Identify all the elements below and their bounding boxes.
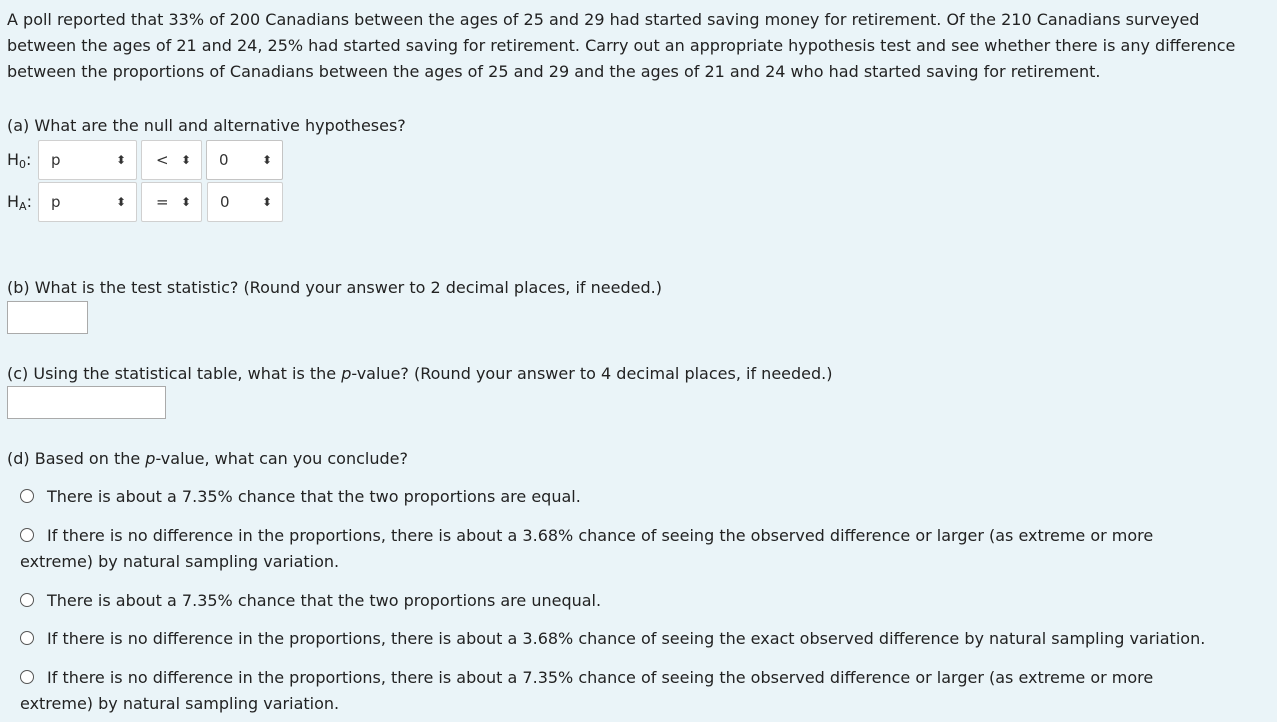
- radio-unchecked-icon[interactable]: [20, 528, 34, 542]
- h0-value-select[interactable]: [206, 140, 283, 180]
- ha-label: $H_A$:: [7, 192, 32, 213]
- test-statistic-input[interactable]: [7, 301, 88, 334]
- updown-arrow-icon: ⬍: [115, 195, 126, 209]
- question-intro: A poll reported that 33% of 200 Canadians between the ages of 25 and 29 had started saving money for retirement. Of the 210 Canadians surveyed between the ages of 21 and 24, 25% had started saving for retirement. Carry out an appropriate hypothesis test and see whether there is any difference between the proportions of Canadians between the ages of 25 and 29 and the ages of 21 and 24 who had started saving for retirement.: [7, 10, 1236, 81]
- part-b-prompt: (b) What is the test statistic? (Round your answer to 2 decimal places, if needed.): [7, 278, 662, 297]
- conclusion-option-4[interactable]: If there is no difference in the proportions, there is about a 3.68% chance of seeing the exact observed difference by natural sampling variation.: [20, 626, 1220, 652]
- updown-arrow-icon: ⬍: [180, 195, 191, 209]
- ha-param-select[interactable]: [38, 182, 137, 222]
- radio-unchecked-icon[interactable]: [20, 489, 34, 503]
- part-a-prompt: (a) What are the null and alternative hypotheses?: [7, 116, 406, 135]
- ha-param-value: p: [51, 193, 61, 211]
- ha-value-select[interactable]: [207, 182, 283, 222]
- h0-operator-select[interactable]: [141, 140, 202, 180]
- h0-param-select[interactable]: [38, 140, 137, 180]
- ha-operator-value: =: [156, 193, 169, 211]
- h0-param-value: p: [51, 151, 61, 169]
- updown-arrow-icon: ⬍: [261, 195, 272, 209]
- updown-arrow-icon: ⬍: [115, 153, 126, 167]
- conclusion-option-3[interactable]: There is about a 7.35% chance that the two proportions are unequal.: [20, 588, 1220, 614]
- updown-arrow-icon: ⬍: [180, 153, 191, 167]
- h0-operator-value: <: [156, 151, 169, 169]
- ha-operator-select[interactable]: [141, 182, 202, 222]
- part-d-prompt: (d) Based on the p-value, what can you conclude?: [7, 449, 408, 468]
- radio-unchecked-icon[interactable]: [20, 593, 34, 607]
- h0-value-value: 0: [219, 151, 229, 169]
- part-c-prompt: (c) Using the statistical table, what is the p-value? (Round your answer to 4 decimal places, if needed.): [7, 364, 833, 383]
- conclusion-option-5[interactable]: If there is no difference in the proportions, there is about a 7.35% chance of seeing the observed difference or larger (as extreme or more extreme) by natural sampling variation.: [20, 668, 1154, 713]
- conclusion-option-1[interactable]: There is about a 7.35% chance that the two proportions are equal.: [20, 484, 1220, 510]
- right-edge: [1277, 0, 1285, 722]
- p-value-input[interactable]: [7, 386, 166, 419]
- radio-unchecked-icon[interactable]: [20, 670, 34, 684]
- conclusion-option-2[interactable]: If there is no difference in the proportions, there is about a 3.68% chance of seeing the observed difference or larger (as extreme or more extreme) by natural sampling variation.: [20, 526, 1154, 571]
- ha-value-value: 0: [220, 193, 230, 211]
- h0-label: $H_0$:: [7, 150, 32, 171]
- radio-unchecked-icon[interactable]: [20, 631, 34, 645]
- updown-arrow-icon: ⬍: [261, 153, 272, 167]
